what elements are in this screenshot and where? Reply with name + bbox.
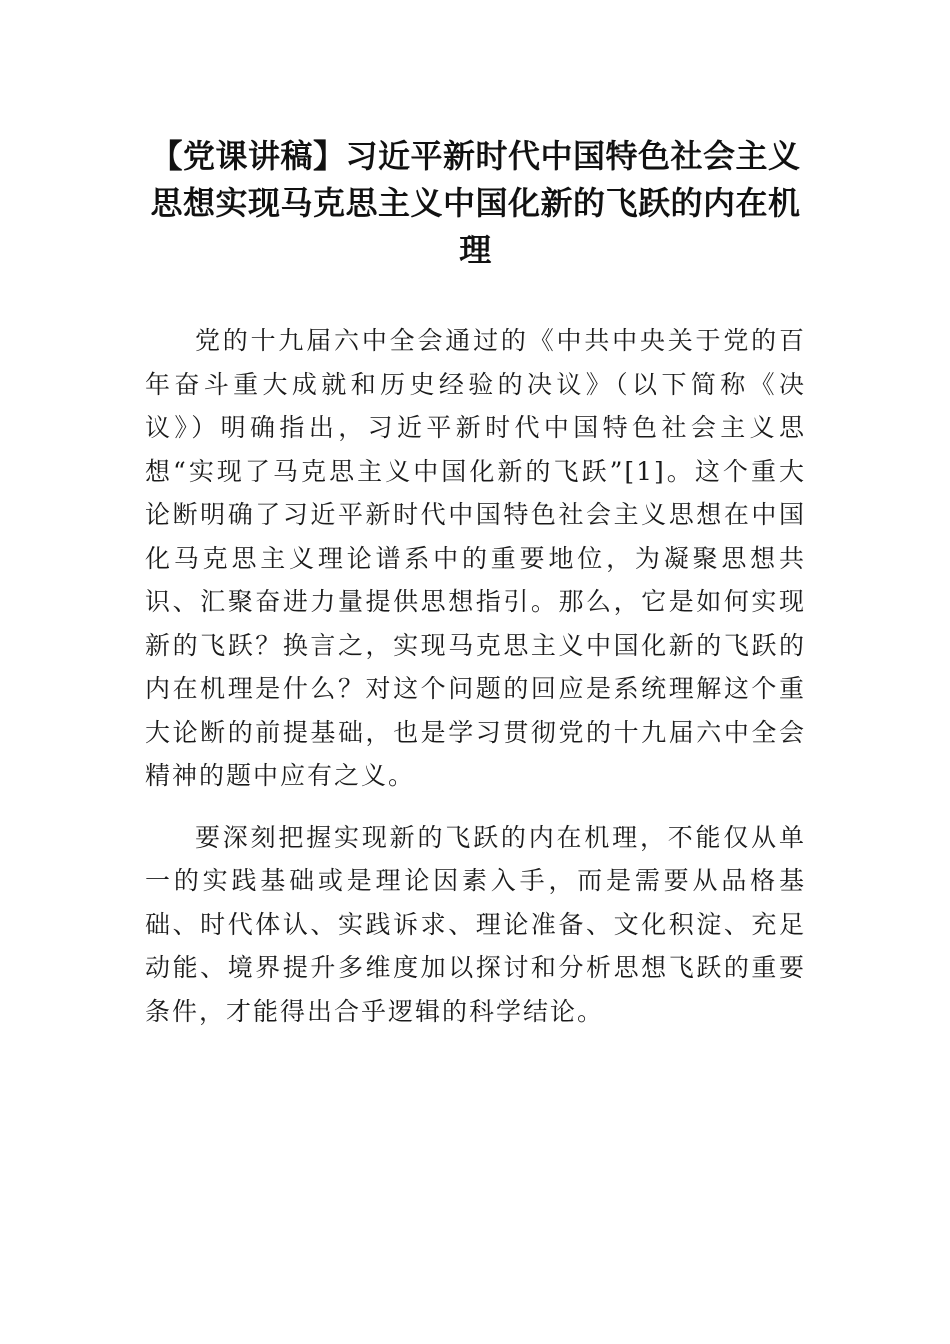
paragraph-mechanism: 要深刻把握实现新的飞跃的内在机理，不能仅从单一的实践基础或是理论因素入手，而是需要从品格基础、时代体认、实践诉求、理论准备、文化积淀、充足动能、境界提升多维度加以探讨和分析思想飞跃的重要条件，才能得出合乎逻辑的科学结论。 [145, 822, 806, 1026]
document-title: 【党课讲稿】习近平新时代中国特色社会主义思想实现马克思主义中国化新的飞跃的内在机理 [150, 137, 801, 269]
document-body [145, 319, 806, 1033]
paragraph-intro: 党的十九届六中全会通过的《中共中央关于党的百年奋斗重大成就和历史经验的决议》（以下简称《决议》）明确指出，习近平新时代中国特色社会主义思想“实现了马克思主义中国化新的飞跃”[1]。这个重大论断明确了习近平新时代中国特色社会主义思想在中国化马克思主义理论谱系中的重要地位，为凝聚思想共识、汇聚奋进力量提供思想指引。那么，它是如何实现新的飞跃？换言之，实现马克思主义中国化新的飞跃的内在机理是什么？对这个问题的回应是系统理解这个重大论断的前提基础，也是学习贯彻党的十九届六中全会精神的题中应有之义。 [145, 326, 806, 790]
